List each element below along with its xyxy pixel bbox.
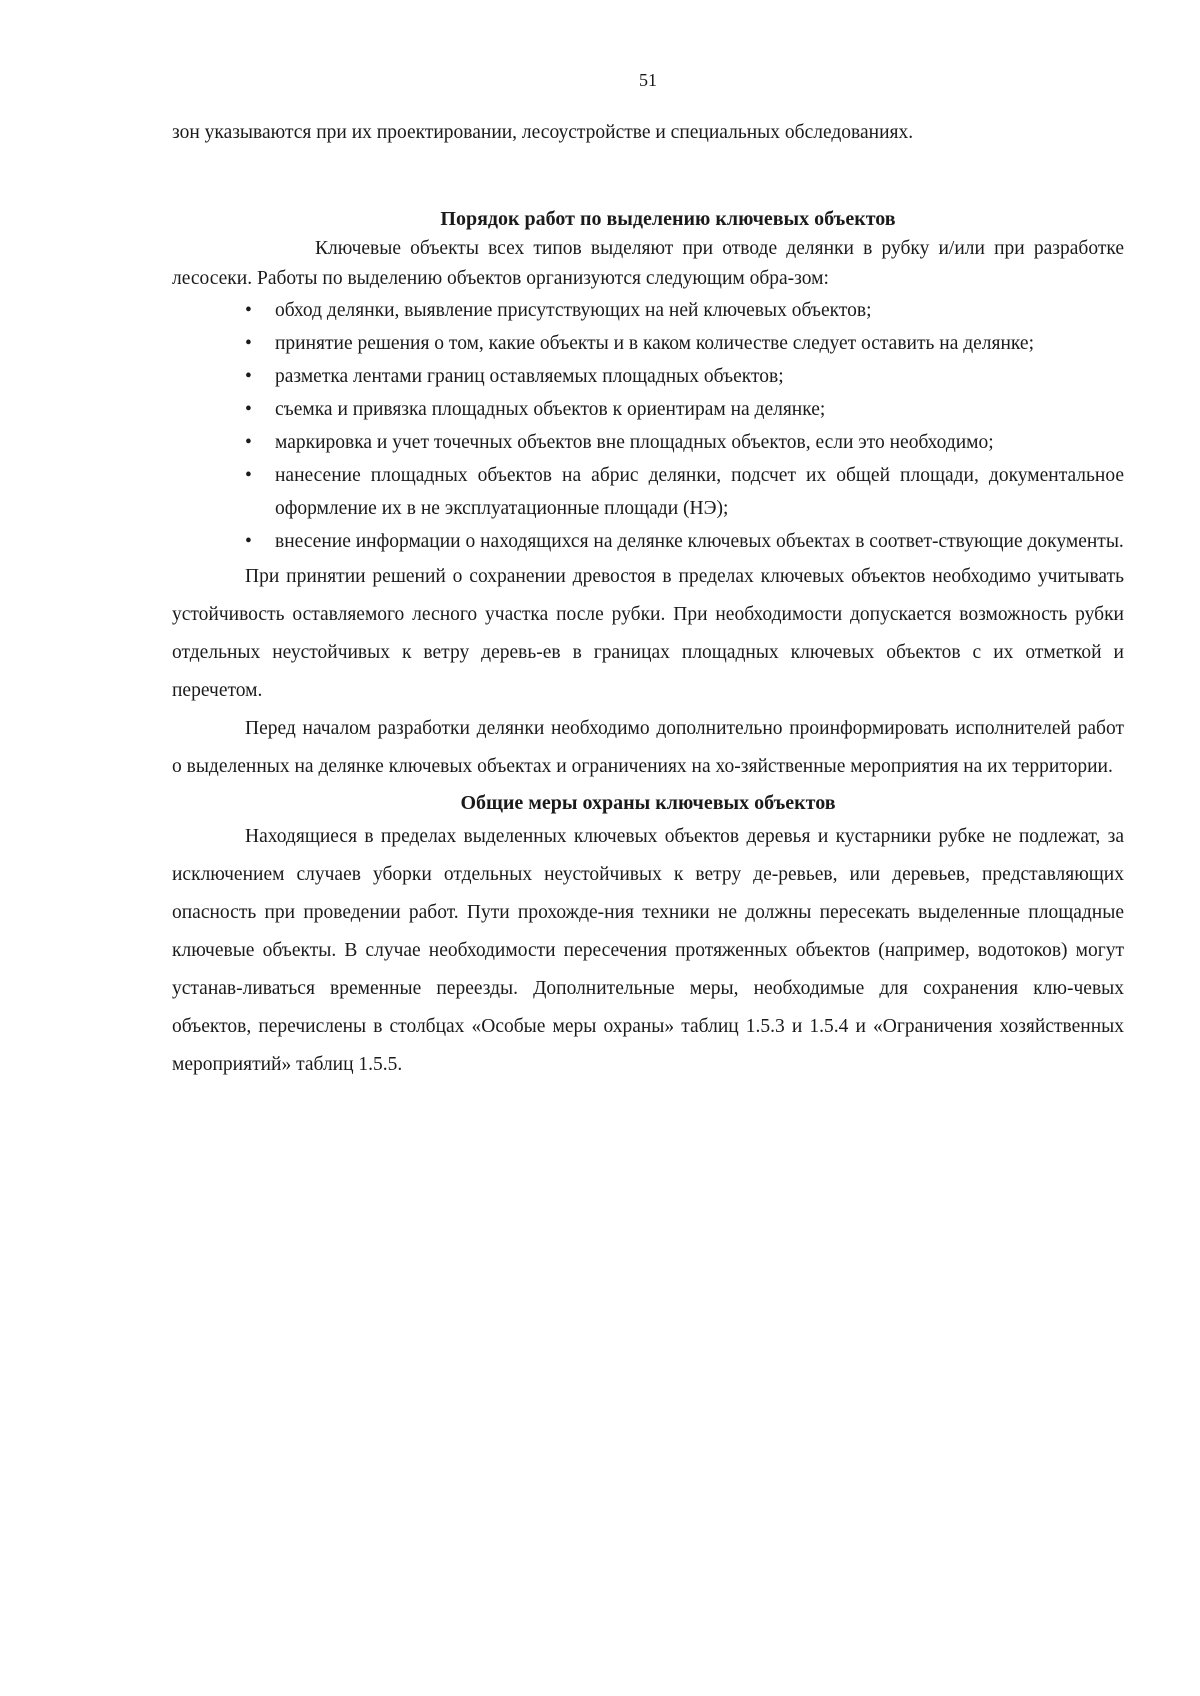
bullet-icon: • [245, 531, 252, 552]
list-item-text: съемка и привязка площадных объектов к ориентирам на делянке; [275, 399, 826, 420]
list-item-text: маркировка и учет точечных объектов вне площадных объектов, если это необходимо; [275, 432, 994, 453]
list-item-text: обход делянки, выявление присутствующих на ней ключевых объектов; [275, 300, 872, 321]
section-heading-protection-measures: Общие меры охраны ключевых объектов [460, 792, 836, 814]
list-item [172, 459, 1124, 525]
bullet-icon: • [245, 432, 252, 453]
list-item [172, 426, 1124, 459]
list-item-text: внесение информации о находящихся на делянке ключевых объектах в соответ-ствующие документы. [275, 531, 1124, 552]
list-item-text: нанесение площадных объектов на абрис делянки, подсчет их общей площади, документальное оформление их в не эксплуатационные площади (НЭ); [275, 465, 1124, 519]
bullet-icon: • [245, 399, 252, 420]
bullet-icon: • [245, 366, 252, 387]
list-item-text: разметка лентами границ оставляемых площадных объектов; [275, 366, 784, 387]
bullet-icon: • [245, 333, 252, 354]
list-item [172, 360, 1124, 393]
paragraph-protection-measures: Находящиеся в пределах выделенных ключевых объектов деревья и кустарники рубке не подлежат, за исключением случаев уборки отдельных неустойчивых к ветру де-ревьев, или деревьев, представляющих опасность при проведении работ. Пути прохожде-ния техники не должны пересекать выделенные площадные ключевые объекты. В случае необходимости пересечения протяженных объектов (например, водотоков) могут устанав-ливаться временные переезды. Дополнительные меры, необходимые для сохранения клю-чевых объектов, перечислены в столбцах «Особые меры охраны» таблиц 1.5.3 и 1.5.4 и «Ограничения хозяйственных мероприятий» таблиц 1.5.5. [172, 826, 1124, 1075]
list-item-text: принятие решения о том, какие объекты и в каком количестве следует оставить на делянке; [275, 333, 1034, 354]
section-heading: Порядок работ по выделению ключевых объектов [440, 208, 896, 230]
page-number: 51 [639, 70, 657, 90]
paragraph-stand-preservation: При принятии решений о сохранении древостоя в пределах ключевых объектов необходимо учитывать устойчивость оставляемого лесного участка после рубки. При необходимости допускается возможность рубки отдельных неустойчивых к ветру деревь-ев в границах площадных ключевых объектов с их отметкой и перечетом. [172, 566, 1124, 701]
bullet-icon: • [245, 465, 252, 486]
procedure-bullet-list [172, 294, 1124, 558]
section-key-objects-procedure [172, 204, 1124, 1084]
list-item [172, 525, 1124, 558]
list-item [172, 393, 1124, 426]
list-item [172, 294, 1124, 327]
list-item [172, 327, 1124, 360]
document-page [172, 0, 1124, 1696]
bullet-icon: • [245, 300, 252, 321]
section-intro-paragraph: Ключевые объекты всех типов выделяют при отводе делянки в рубку и/или при разработке лесосеки. Работы по выделению объектов организуются следующим обра-зом: [172, 238, 1124, 289]
paragraph-inform-workers: Перед началом разработки делянки необходимо дополнительно проинформировать исполнителей работ о выделенных на делянке ключевых объектах и ограничениях на хо-зяйственные мероприятия на их территории. [172, 718, 1124, 777]
carry-over-text: зон указываются при их проектировании, лесоустройстве и специальных обследованиях. [172, 122, 914, 143]
